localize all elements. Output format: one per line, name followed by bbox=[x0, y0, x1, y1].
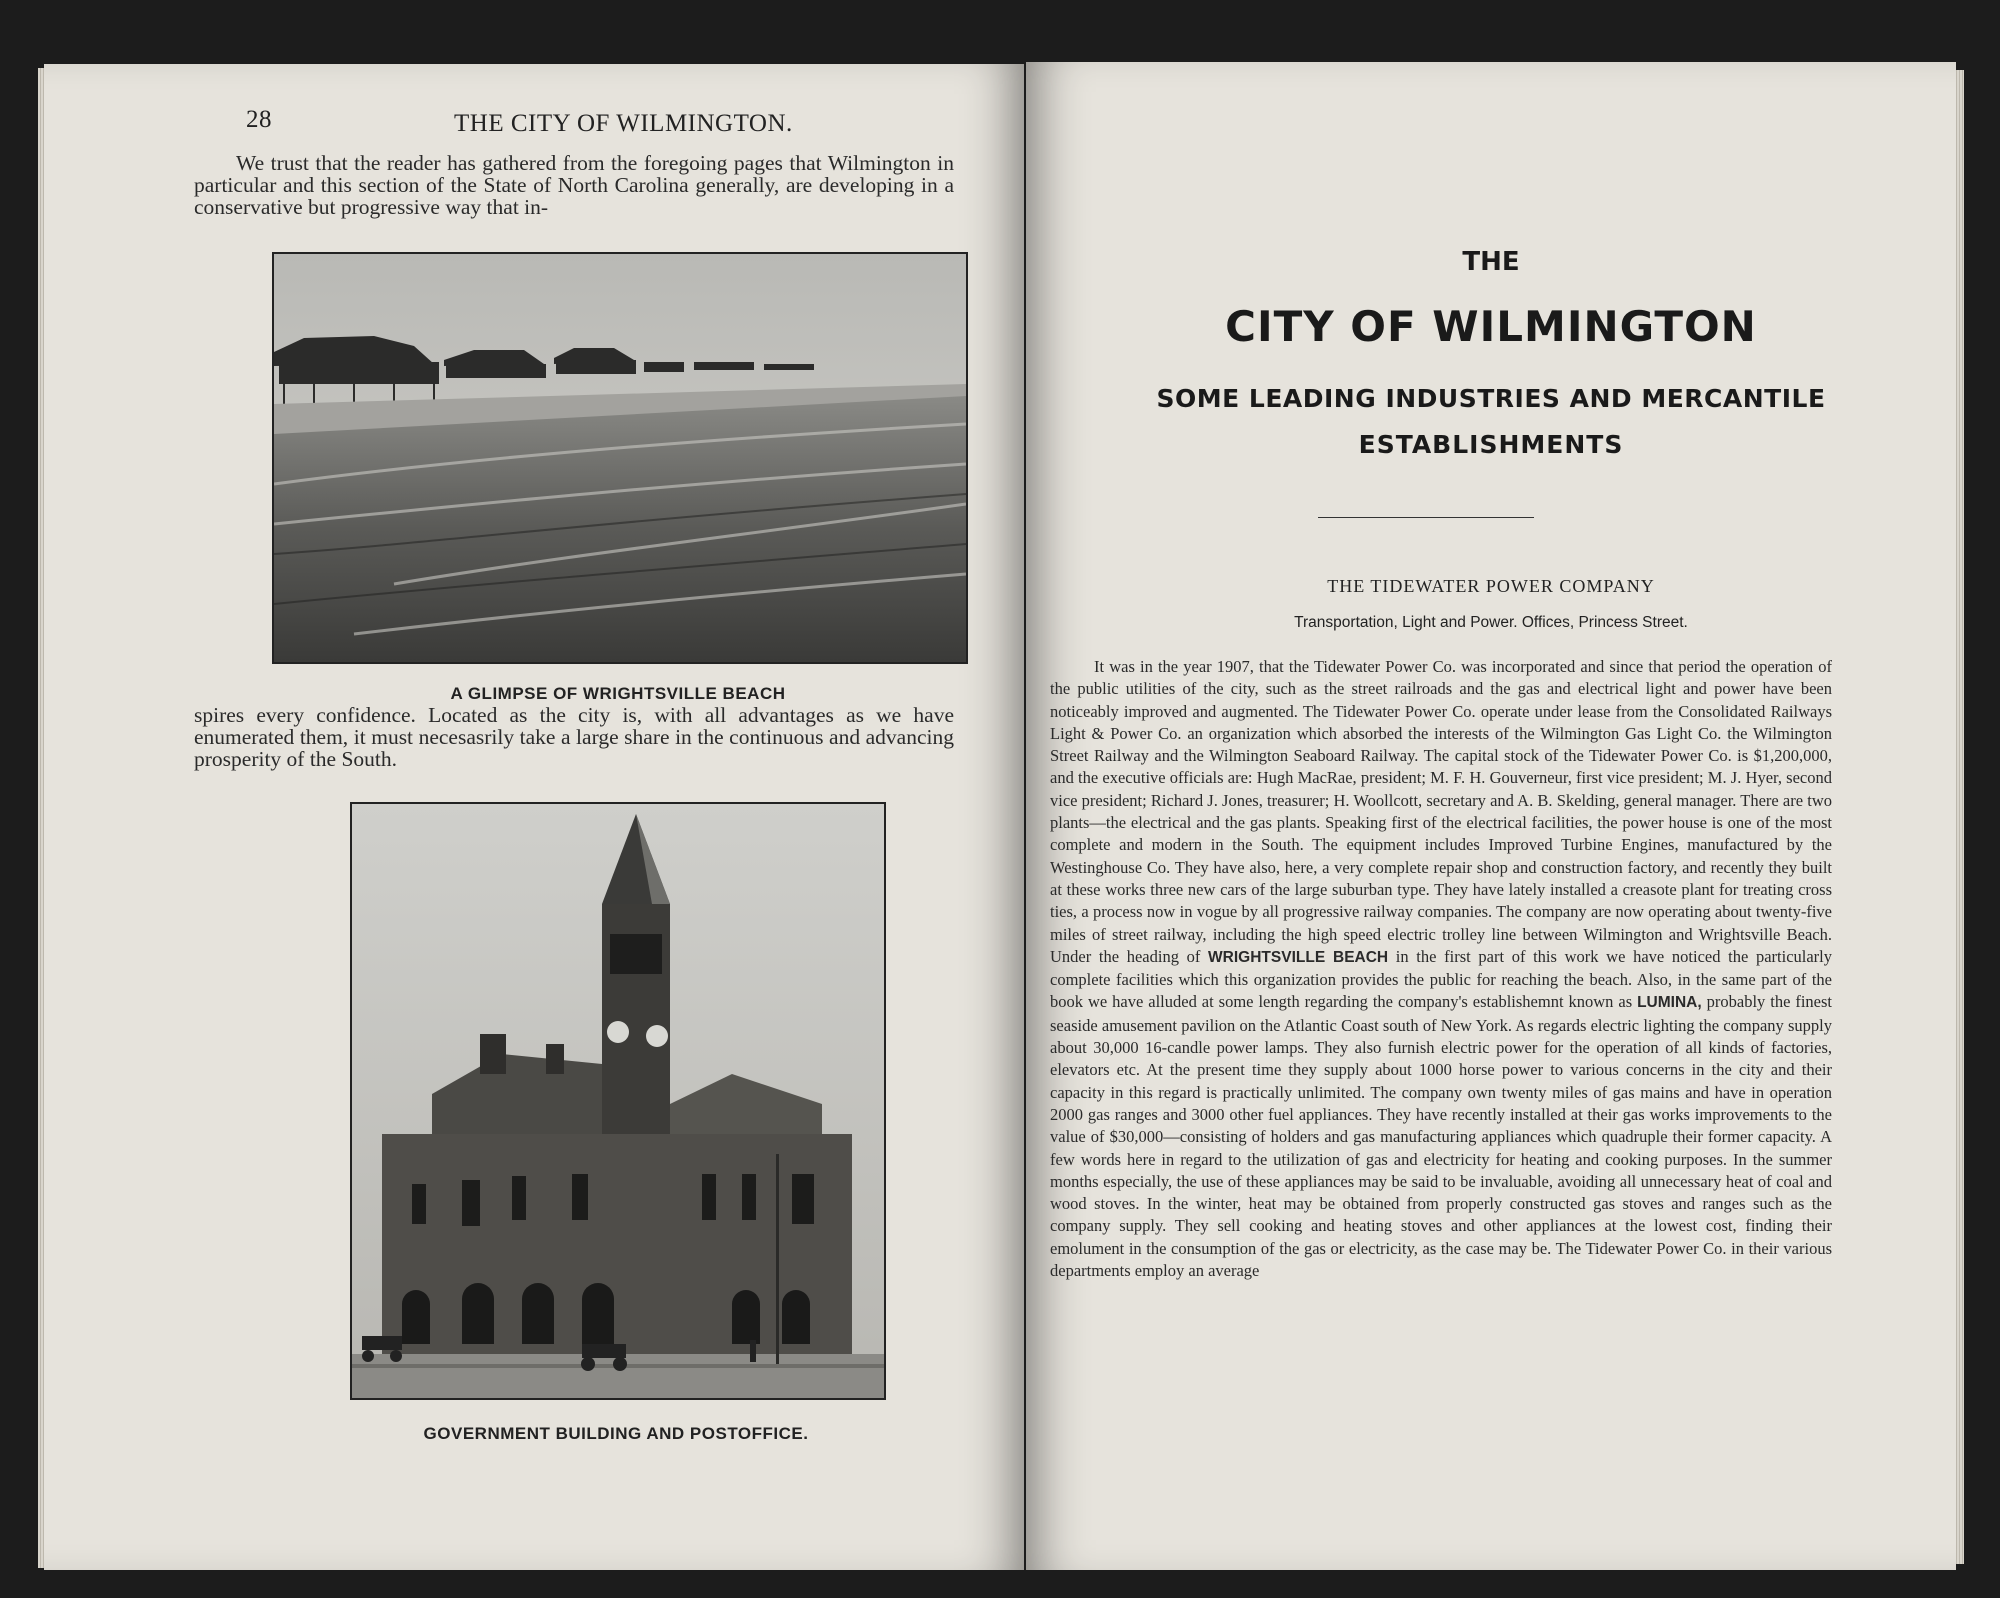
government-building-photo bbox=[350, 802, 886, 1400]
article-bold-lumina: LUMINA, bbox=[1637, 994, 1702, 1012]
article-text-part-2: in the first part of this work we have noticed the particularly complete facilities which this organization provides the public for reaching the beach. Also, in the same part of the book we have alluded at some length regarding the company's establishemnt known as bbox=[1050, 946, 1833, 1012]
left-page bbox=[44, 64, 1024, 1570]
article-body bbox=[1050, 656, 1832, 1282]
government-building-image bbox=[352, 804, 884, 1398]
article-subtitle: Transportation, Light and Power. Offices, Princess Street. bbox=[1294, 614, 1688, 631]
heading-the: THE bbox=[1462, 247, 1520, 277]
wrightsville-beach-photo bbox=[272, 252, 968, 664]
divider-rule bbox=[1318, 517, 1534, 518]
running-head: THE CITY OF WILMINGTON. bbox=[454, 110, 793, 137]
right-page bbox=[1026, 62, 1956, 1570]
heading-subtitle-line-1: SOME LEADING INDUSTRIES AND MERCANTILE bbox=[1156, 384, 1826, 413]
article-title: THE TIDEWATER POWER COMPANY bbox=[1327, 576, 1655, 596]
heading-subtitle-line-2: ESTABLISHMENTS bbox=[1358, 430, 1624, 459]
heading-city-of-wilmington: CITY OF WILMINGTON bbox=[1225, 302, 1757, 351]
article-bold-wrightsville: WRIGHTSVILLE BEACH bbox=[1208, 948, 1389, 966]
government-building-caption: GOVERNMENT BUILDING AND POSTOFFICE. bbox=[423, 1424, 809, 1443]
article-text-part-3: probably the finest seaside amusement pavilion on the Atlantic Coast south of New York. As regards electric lighting the company supply about 30,000 16-candle power lamps. They also furnish electric power for the operation of all kinds of factories, elevators etc. At the present time they supply about 1000 horse power to various concerns in the city and their capacity in this regard is practically unlimited. The company own twenty miles of gas mains and have in operation 2000 gas ranges and 3000 other fuel appliances. They have recently installed at their gas works improvements to the value of $30,000—consisting of holders and gas manufacturing appliances which quadruple their former capacity. A few words here in regard to the utilization of gas and electricity for heating and cooking purposes. In the summer months especially, the use of these appliances may be said to be invaluable, avoiding all unnecessary heat of coal and wood stoves. In the winter, heat may be obtained from properly constructed gas stoves and ranges such as the company supply. They sell cooking and heating stoves and other appliances at the lowest cost, finding their emolument in the consumption of the gas or electricity, as the case may be. The Tidewater Power Co. in their various departments employ an average bbox=[1050, 992, 1833, 1281]
beach-image bbox=[274, 254, 966, 662]
page-number: 28 bbox=[246, 106, 272, 133]
continued-paragraph: spires every confidence. Located as the city is, with all advantages as we have enumerated them, it must necesasrily take a large share in the continuous and advancing prosperity of the South. bbox=[194, 703, 954, 771]
intro-paragraph: We trust that the reader has gathered from the foregoing pages that Wilmington in particular and this section of the State of North Carolina generally, are developing in a conservative but progressive way that in- bbox=[194, 151, 954, 219]
beach-caption: A GLIMPSE OF WRIGHTSVILLE BEACH bbox=[450, 684, 786, 703]
article-text-part-1: It was in the year 1907, that the Tidewater Power Co. was incorporated and since that period the operation of the public utilities of the city, such as the street railroads and the gas and electrical light and power have been noticeably improved and augmented. The Tidewater Power Co. operate under lease from the Consolidated Railways Light & Power Co. an organization which absorbed the interests of the Wilmington Gas Light Co. the Wilmington Street Railway and the Wilmington Seaboard Railway. The capital stock of the Tidewater Power Co. is $1,200,000, and the executive officials are: Hugh MacRae, president; M. F. H. Gouverneur, first vice president; M. J. Hyer, second vice president; Richard J. Jones, treasurer; H. Woollcott, secretary and A. B. Skelding, general manager. There are two plants—the electrical and the gas plants. Speaking first of the electrical facilities, the power house is one of the most complete and modern in the South. The equipment includes Improved Turbine Engines, manufactured by the Westinghouse Co. They have also, here, a very complete repair shop and construction factory, and recently they built at these works three new cars of the large suburban type. They have lately installed a creasote plant for treating cross ties, a process now in vogue by all progressive railway companies. The company are now operating about twenty-five miles of street railway, including the high speed electric trolley line between Wilmington and Wrightsville Beach. Under the heading of bbox=[1050, 657, 1832, 966]
